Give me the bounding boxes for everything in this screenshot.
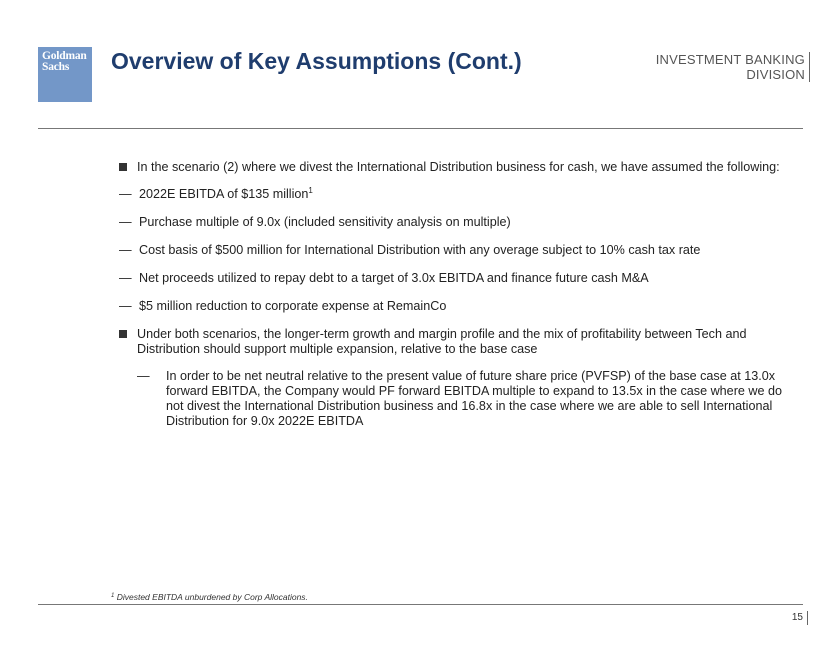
- dash-icon: —: [119, 187, 132, 201]
- header-divider: [38, 128, 803, 129]
- logo-line-2: Sachs: [42, 61, 70, 73]
- dash-icon: —: [119, 243, 132, 257]
- division-line-1: INVESTMENT BANKING: [655, 52, 805, 67]
- sub-bullet-text: Net proceeds utilized to repay debt to a target of 3.0x EBITDA and finance future cash M&A: [139, 271, 649, 285]
- body-content: [119, 160, 789, 442]
- dash-icon: —: [119, 271, 132, 285]
- sub-bullet-item: [119, 369, 789, 429]
- square-bullet-icon: [119, 330, 127, 338]
- sub-bullet-text: In order to be net neutral relative to the present value of future share price (PVFSP) of the base case at 13.0x forward EBITDA, the Company would PF forward EBITDA multiple to expand to 13.5x in the case where we do not divest the International Distribution business and 16.8x in the case where we are able to sell International Distribution for 9.0x 2022E EBITDA: [166, 369, 782, 428]
- page-title: Overview of Key Assumptions (Cont.): [111, 48, 522, 74]
- dash-icon: —: [119, 299, 132, 313]
- logo-line-1: Goldman: [42, 50, 87, 62]
- sub-bullet-text: Cost basis of $500 million for International Distribution with any overage subject to 10% cash tax rate: [139, 243, 701, 257]
- sub-bullet-item: [119, 187, 789, 202]
- bullet-text: In the scenario (2) where we divest the International Distribution business for cash, we have assumed the following:: [137, 160, 780, 174]
- sub-bullet-item: [119, 215, 789, 230]
- footnote-marker: 1: [111, 593, 115, 599]
- footnote-ref: 1: [308, 186, 313, 195]
- sub-bullet-text: 2022E EBITDA of $135 million: [139, 187, 309, 201]
- sub-bullet-text: $5 million reduction to corporate expense at RemainCo: [139, 299, 447, 313]
- dash-icon: —: [137, 369, 150, 383]
- division-line-2: DIVISION: [746, 67, 805, 82]
- goldman-sachs-logo: [38, 47, 92, 102]
- sub-bullet-item: [119, 271, 789, 286]
- square-bullet-icon: [119, 163, 127, 171]
- division-label: [656, 52, 810, 82]
- footnote-text: Divested EBITDA unburdened by Corp Allocations.: [116, 592, 308, 602]
- bullet-item: [119, 160, 789, 175]
- sub-bullet-item: [119, 299, 789, 314]
- bullet-text: Under both scenarios, the longer-term growth and margin profile and the mix of profitability between Tech and Distribution should support multiple expansion, relative to the base case: [137, 327, 747, 356]
- page-number: 15: [792, 611, 808, 625]
- bullet-item: [119, 327, 789, 357]
- footnote: [111, 592, 308, 602]
- dash-icon: —: [119, 215, 132, 229]
- footer-divider: [38, 604, 803, 605]
- sub-bullet-item: [119, 243, 789, 258]
- sub-bullet-text: Purchase multiple of 9.0x (included sensitivity analysis on multiple): [139, 215, 511, 229]
